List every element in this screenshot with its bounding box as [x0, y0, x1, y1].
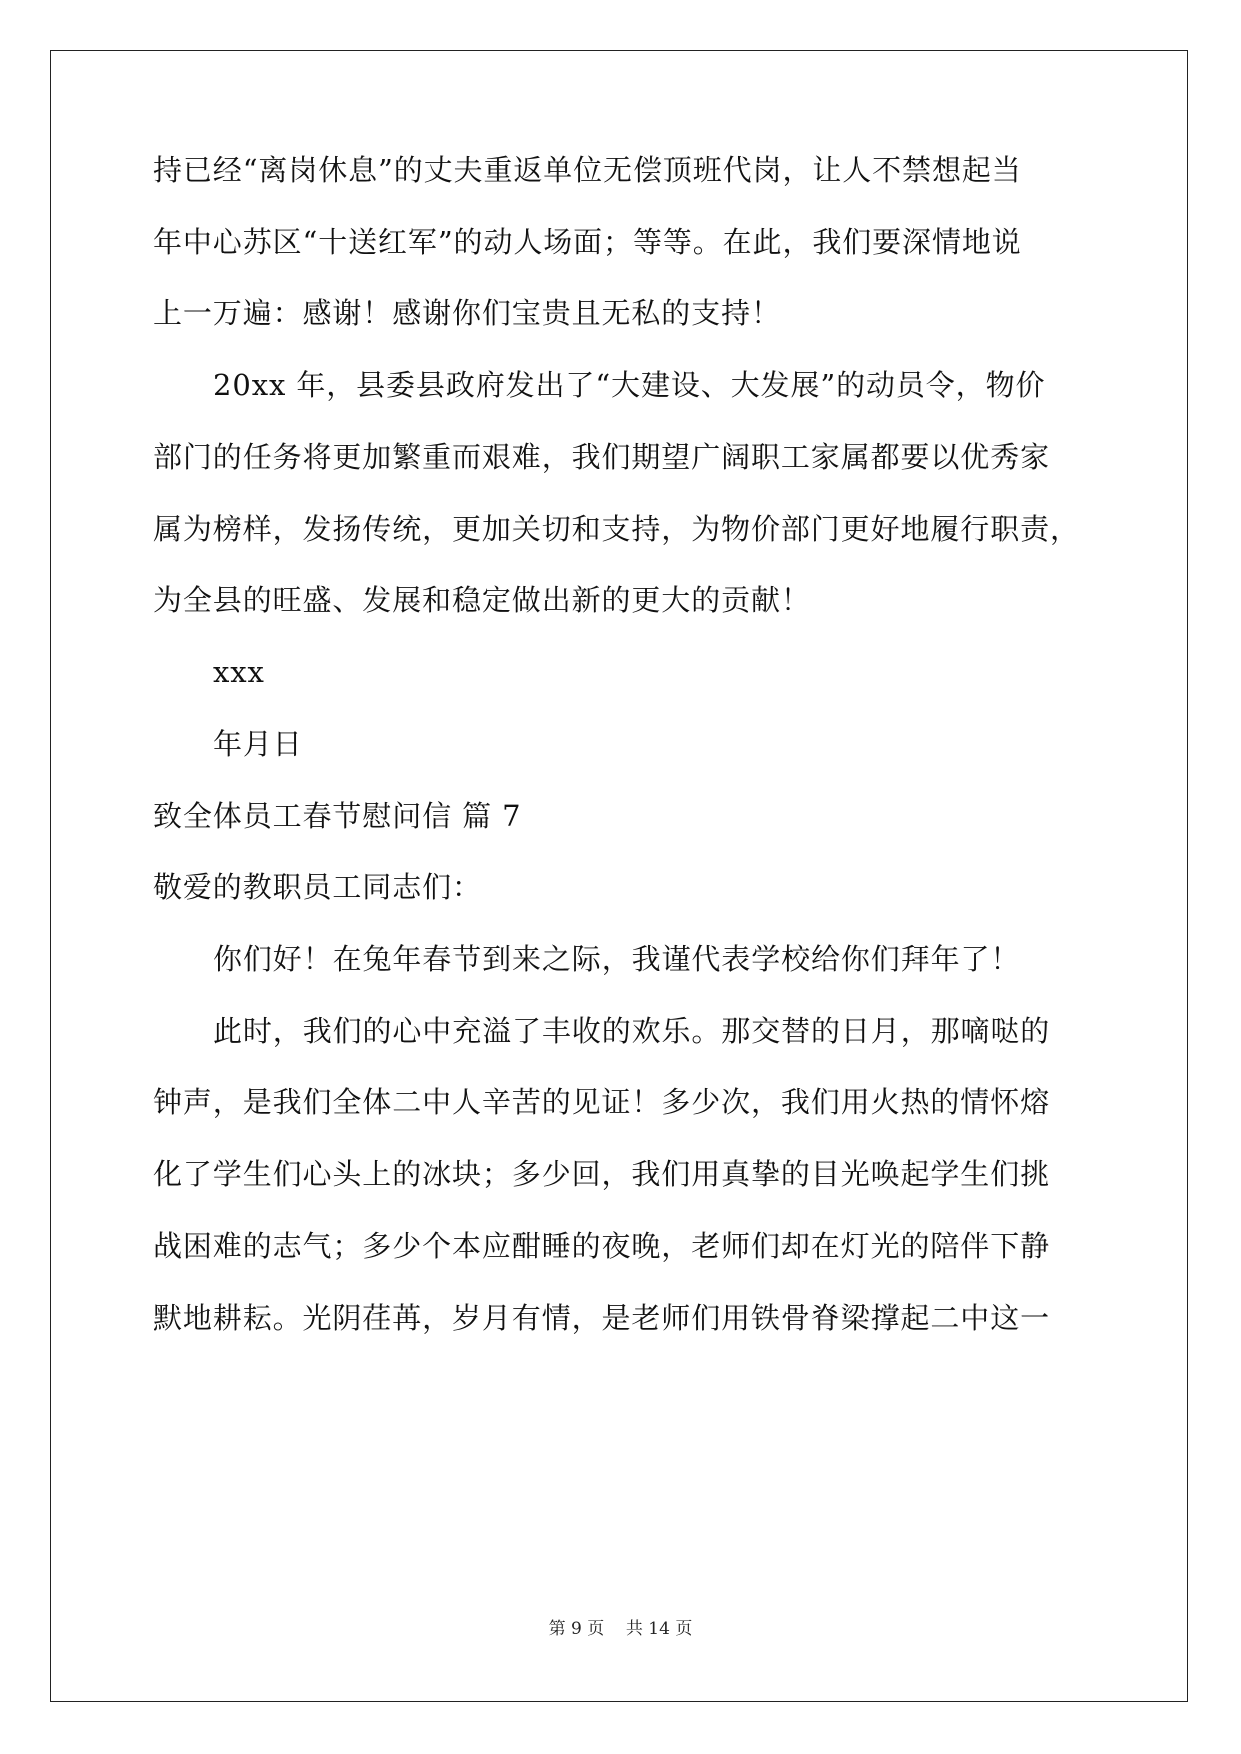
signature-name: xxx — [213, 655, 265, 689]
salutation: 敬爱的教职员工同志们： — [153, 870, 482, 904]
body-line-6: 属为榜样，发扬传统，更加关切和支持，为物价部门更好地履行职责， — [153, 512, 1080, 546]
body-line-13: 此时，我们的心中充溢了丰收的欢乐。那交替的日月，那嘀哒的 — [213, 1014, 1051, 1048]
body-line-7: 为全县的旺盛、发展和稳定做出新的更大的贡献！ — [153, 583, 811, 617]
body-line-5: 部门的任务将更加繁重而艰难，我们期望广阔职工家属都要以优秀家 — [153, 440, 1051, 474]
signature-date: 年月日 — [213, 727, 303, 761]
body-line-4: 20xx 年，县委县政府发出了“大建设、大发展”的动员令，物价 — [213, 368, 1046, 402]
section-title: 致全体员工春节慰问信 篇 7 — [153, 799, 522, 833]
body-line-16: 战困难的志气；多少个本应酣睡的夜晚，老师们却在灯光的陪伴下静 — [153, 1229, 1051, 1263]
body-line-15: 化了学生们心头上的冰块；多少回，我们用真挚的目光唤起学生们挑 — [153, 1157, 1051, 1191]
body-line-3: 上一万遍：感谢！感谢你们宝贵且无私的支持！ — [153, 296, 781, 330]
body-line-1: 持已经“离岗休息”的丈夫重返单位无偿顶班代岗，让人不禁想起当 — [153, 153, 1022, 187]
page-number-footer: 第 9 页 共 14 页 — [548, 1619, 693, 1639]
body-line-12: 你们好！在兔年春节到来之际，我谨代表学校给你们拜年了！ — [213, 942, 1021, 976]
body-line-14: 钟声，是我们全体二中人辛苦的见证！多少次，我们用火热的情怀熔 — [153, 1085, 1051, 1119]
body-line-17: 默地耕耘。光阴荏苒，岁月有情，是老师们用铁骨脊梁撑起二中这一 — [153, 1301, 1051, 1335]
body-line-2: 年中心苏区“十送红军”的动人场面；等等。在此，我们要深情地说 — [153, 225, 1022, 259]
